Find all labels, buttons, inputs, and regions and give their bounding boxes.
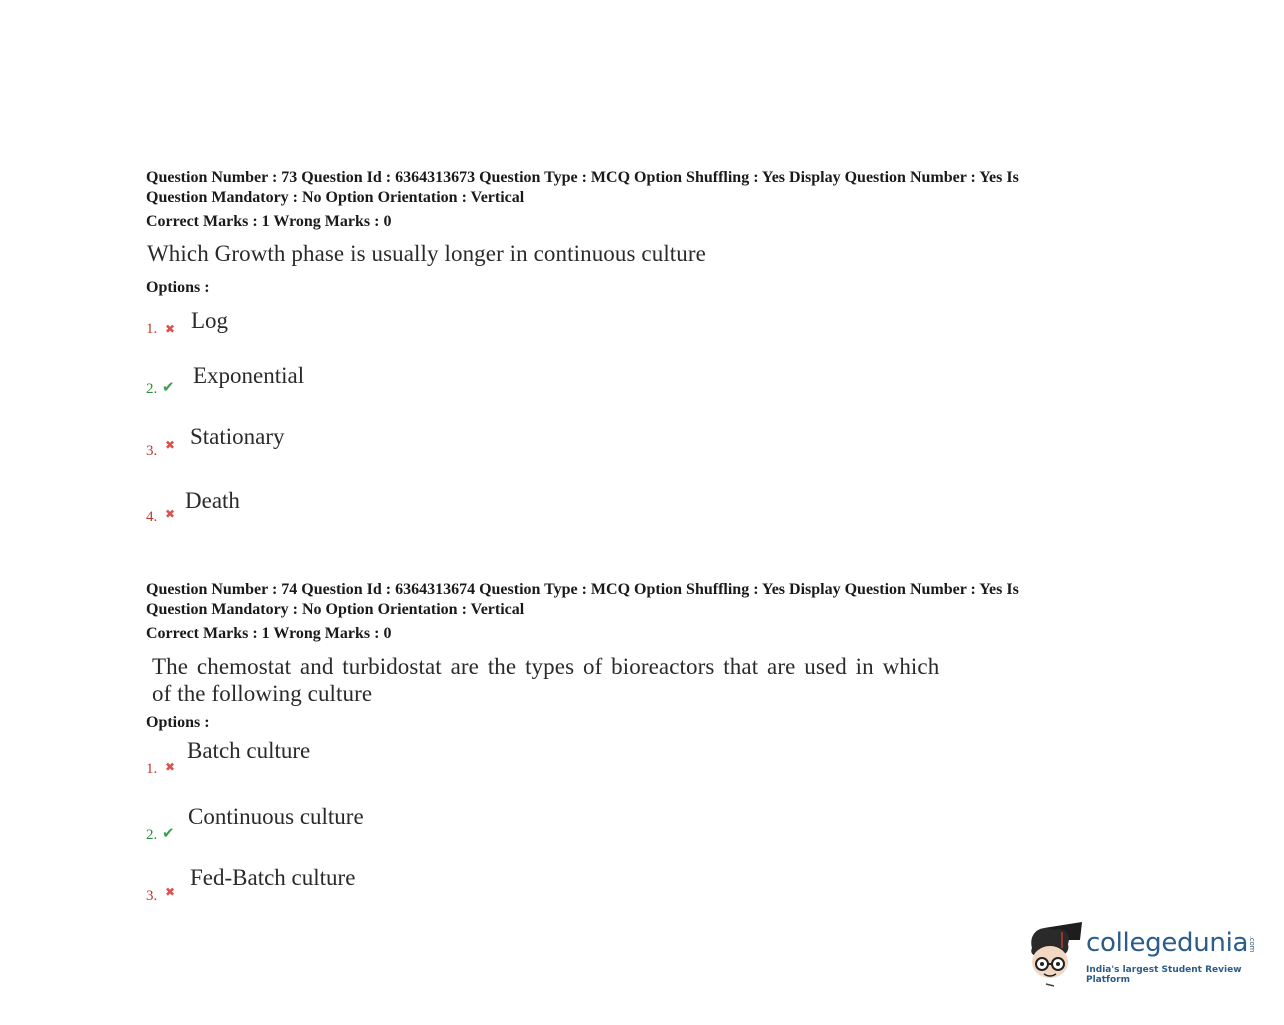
logo-wordmark — [1086, 928, 1256, 958]
logo-suffix: .com — [1248, 935, 1257, 952]
question-text-line: The chemostat and turbidostat are the types of bioreactors that are used in which — [152, 654, 940, 679]
cross-icon: ✖ — [165, 322, 176, 336]
option-item — [146, 804, 746, 844]
logo-name: collegedunia — [1086, 928, 1249, 958]
option-item — [146, 488, 746, 526]
question-meta — [146, 168, 1106, 208]
option-number: 3. — [146, 888, 158, 904]
option-item — [146, 865, 746, 905]
meta-line: Question Mandatory : No Option Orientation : Vertical — [146, 189, 525, 206]
option-item — [146, 308, 746, 338]
option-number: 1. — [146, 321, 158, 337]
question-text-line: of the following culture — [152, 681, 373, 706]
option-text: Death — [185, 488, 240, 513]
options-label: Options : — [146, 714, 210, 731]
cross-icon: ✖ — [165, 438, 176, 452]
cross-icon: ✖ — [165, 885, 176, 899]
question-text: Which Growth phase is usually longer in continuous culture — [147, 241, 706, 266]
question-text — [152, 653, 939, 707]
marks-line: Correct Marks : 1 Wrong Marks : 0 — [146, 213, 392, 230]
option-text: Exponential — [193, 363, 305, 388]
option-number: 3. — [146, 443, 158, 459]
option-text: Fed-Batch culture — [190, 865, 356, 890]
option-item — [146, 363, 746, 398]
option-item — [146, 738, 746, 778]
option-text: Batch culture — [187, 738, 311, 763]
options-list — [146, 740, 846, 910]
cross-icon: ✖ — [165, 507, 176, 521]
meta-line: Question Number : 74 Question Id : 6364313674 Question Type : MCQ Option Shuffling : Yes Display Question Number : Yes Is — [146, 581, 1019, 598]
mascot-icon — [1024, 918, 1086, 990]
option-item — [146, 424, 746, 460]
question-meta — [146, 580, 1106, 620]
options-label: Options : — [146, 279, 210, 296]
option-text: Stationary — [190, 424, 285, 449]
marks-line: Correct Marks : 1 Wrong Marks : 0 — [146, 625, 392, 642]
option-number: 2. — [146, 827, 158, 843]
check-icon: ✔ — [162, 824, 175, 842]
option-number: 2. — [146, 381, 158, 397]
question-73 — [146, 168, 1106, 232]
option-text: Log — [191, 308, 229, 333]
logo-tagline: India's largest Student Review Platform — [1086, 965, 1242, 985]
option-number: 1. — [146, 761, 158, 777]
option-text: Continuous culture — [188, 804, 364, 829]
cross-icon: ✖ — [165, 760, 176, 774]
meta-line: Question Number : 73 Question Id : 6364313673 Question Type : MCQ Option Shuffling : Yes Display Question Number : Yes Is — [146, 169, 1019, 186]
question-74 — [146, 580, 1106, 644]
options-list — [146, 300, 846, 540]
collegedunia-logo — [1024, 918, 1264, 990]
check-icon: ✔ — [162, 378, 175, 396]
meta-line: Question Mandatory : No Option Orientation : Vertical — [146, 601, 525, 618]
option-number: 4. — [146, 509, 158, 525]
